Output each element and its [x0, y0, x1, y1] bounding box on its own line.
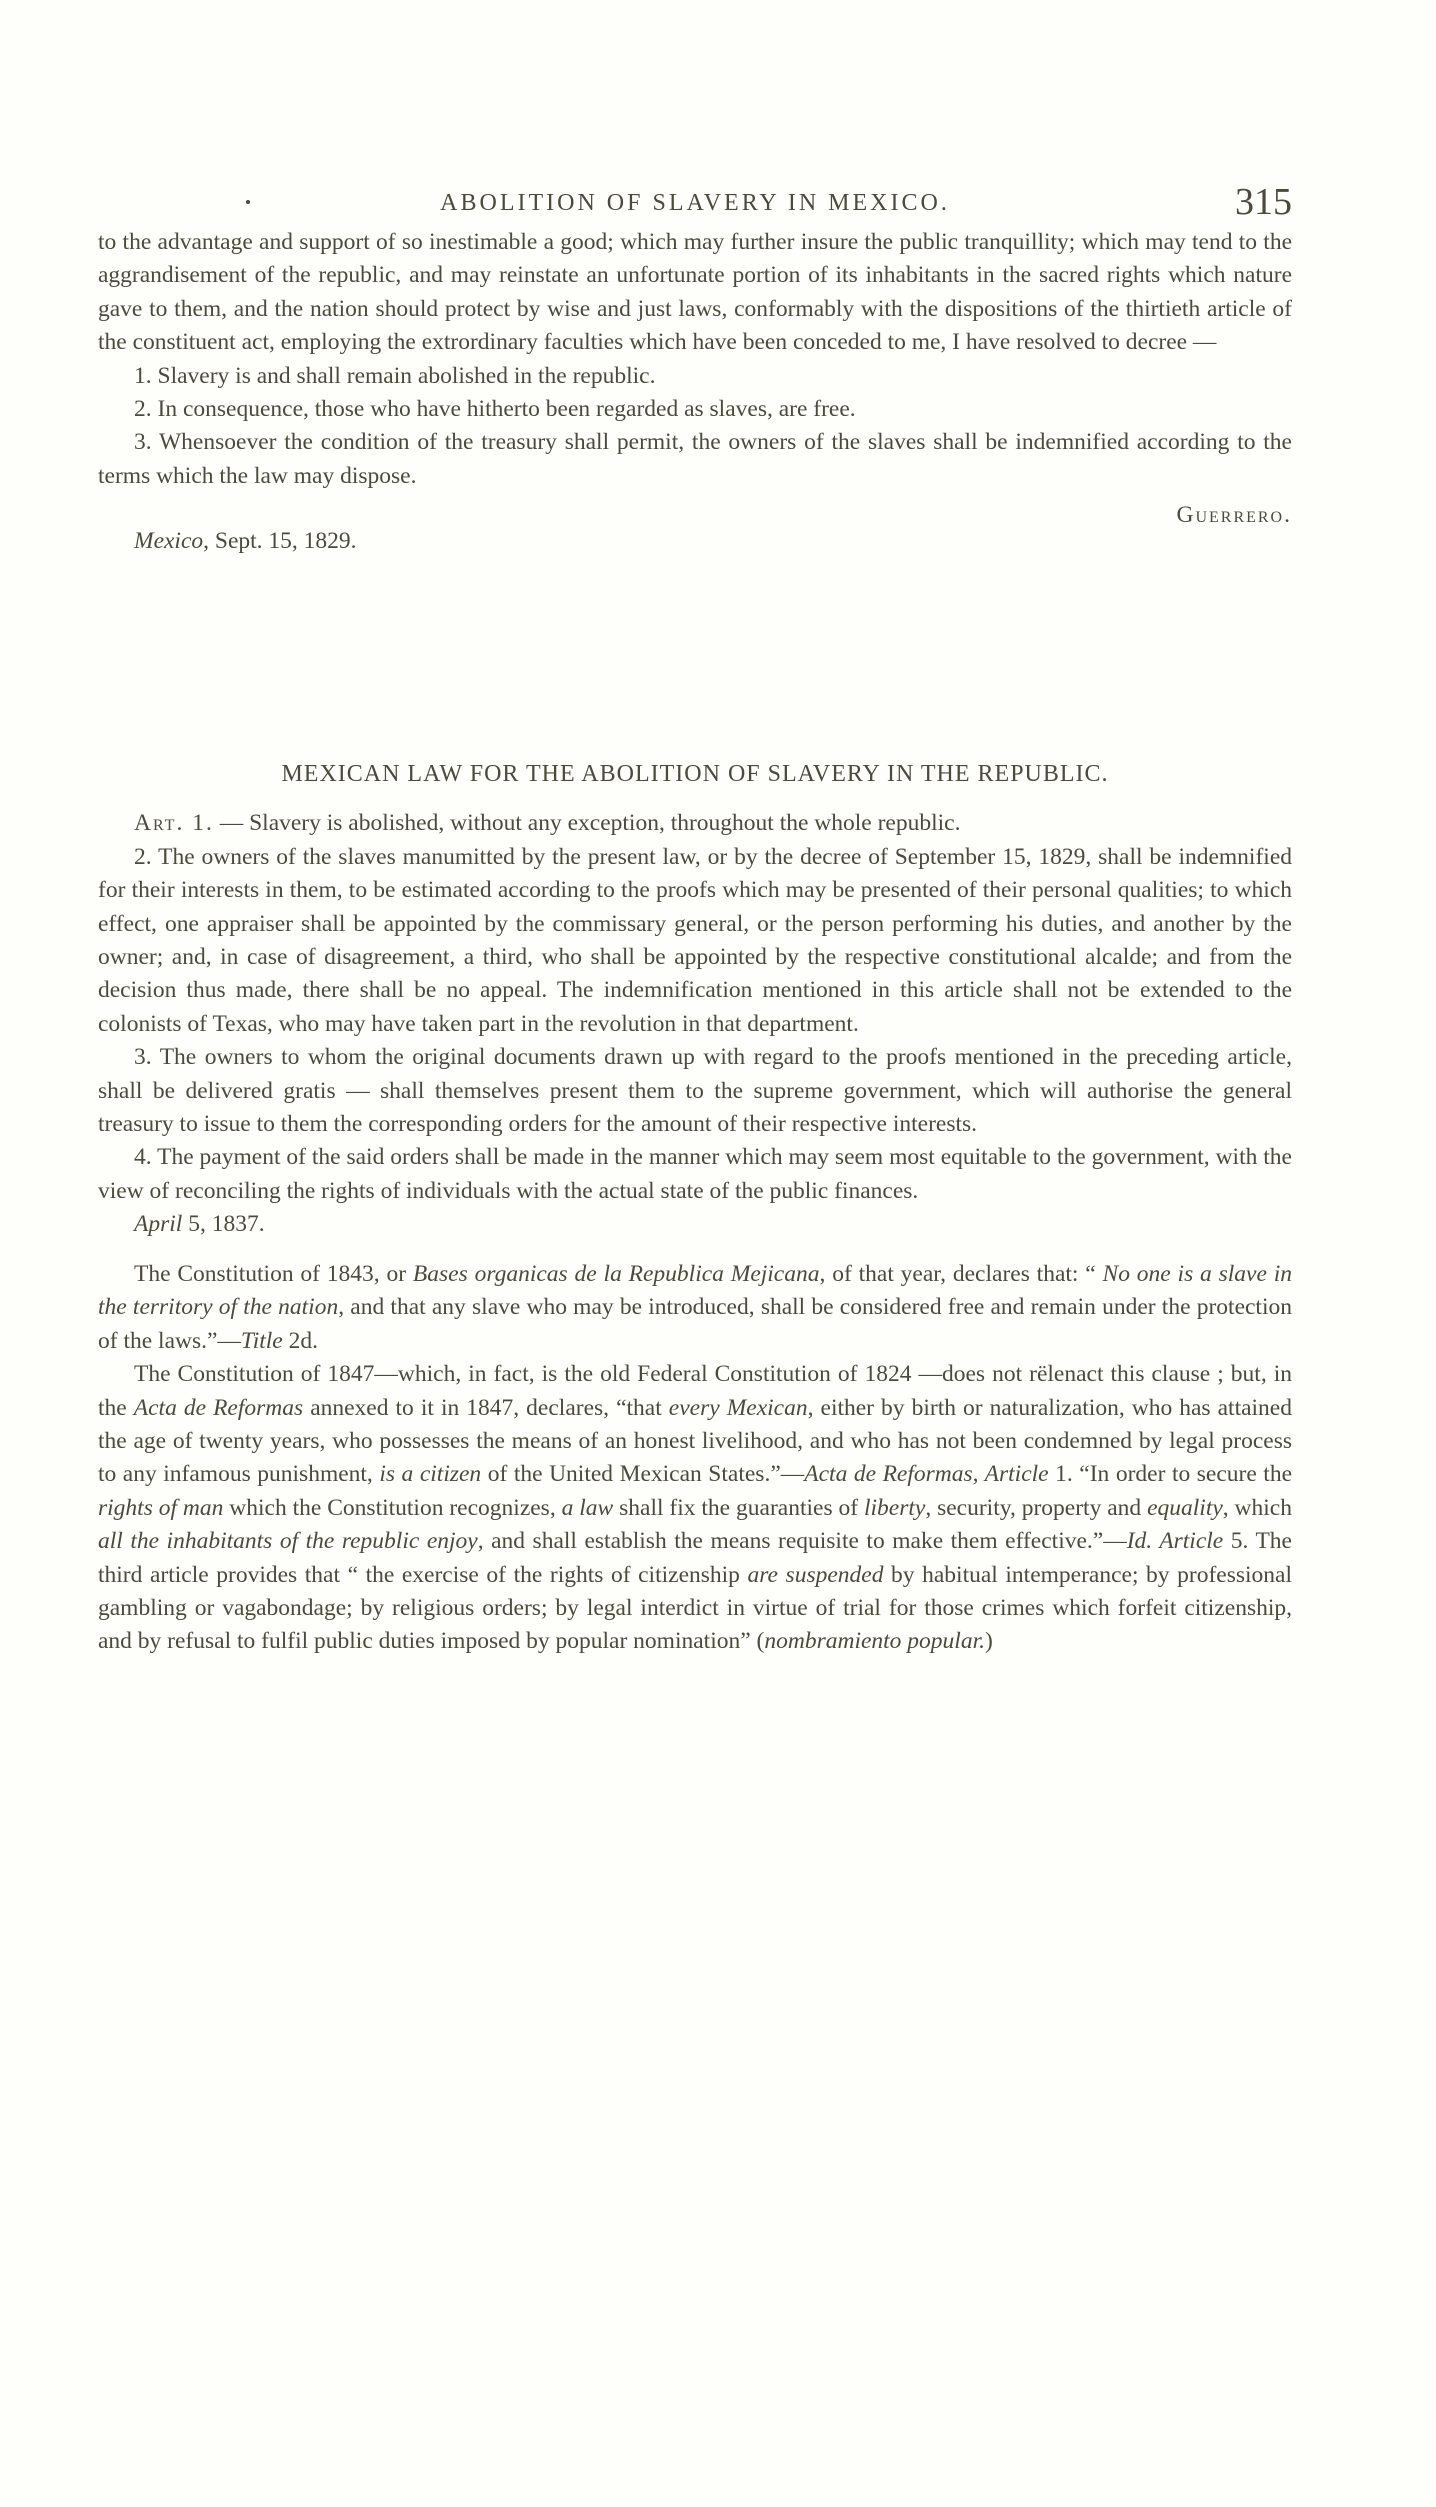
date-month: April [134, 1211, 183, 1238]
article-3: 3. The owners to whom the original documents drawn up with regard to the proofs mentioned in the preceding article, shall be delivered gratis — shall themselves present them to the supreme government, which will authorise the general treasury to issue to them the corresponding orders for the amount of their respective interests. [98, 1044, 1292, 1138]
text: which the Constitution recognizes, [223, 1494, 562, 1521]
text: , security, property and [925, 1494, 1148, 1521]
article-2: 2. The owners of the slaves manumitted by the present law, or by the decree of September 15, 1829, shall be indemnified for their interests in them, to be estimated according to the proofs which may be presented of their personal qualities; to which effect, one appraiser shall be appointed by the commissary general, or the person performing his duties, and another by the owner; and, in case of disagreement, a third, who shall be appointed by the respective constitutional alcalde; and from the decision thus made, there shall be no appeal. The indemnification mentioned in this article shall not be extended to the colonists of Texas, who may have taken part in the revolution in that department. [98, 843, 1292, 1037]
text: , of that year, declares that: “ [819, 1261, 1103, 1287]
text: annexed to it in 1847, declares, “that [303, 1394, 669, 1421]
article-1 [98, 807, 1292, 840]
italic-text: liberty [863, 1494, 926, 1521]
italic-text: every Mexican [668, 1394, 808, 1421]
text: The Constitution of 1843, or [134, 1261, 413, 1287]
italic-text: is a citizen [379, 1461, 482, 1488]
text: 1. “In order to secure the [1048, 1461, 1293, 1488]
text: , either by birth or naturalization, who has attained the age of twenty years, who possesses the means of an honest livelihood, and who has not been condemned by legal process to any infamous punishment, [98, 1394, 1292, 1488]
italic-text: equality [1147, 1494, 1223, 1521]
italic-text: Title [240, 1327, 283, 1354]
article-label: Art. 1. [134, 810, 214, 837]
decree-item: 3. Whensoever the condition of the treasury shall permit, the owners of the slaves shall be indemnified according to the terms which the law may dispose. [98, 429, 1292, 489]
text: 2d. [282, 1327, 318, 1354]
running-header [98, 180, 1292, 224]
italic-text: are suspended [747, 1561, 884, 1588]
italic-text: nombramiento popular. [764, 1628, 986, 1655]
italic-text: Acta de Reformas, Article [804, 1461, 1049, 1488]
commentary-section [98, 1258, 1292, 1659]
text: 5. The third article provides that “ the exercise of the rights of citizenship [98, 1528, 1292, 1588]
decree-section [98, 226, 1292, 558]
decree-item: 2. In consequence, those who have hitherto been regarded as slaves, are free. [134, 396, 856, 423]
running-title: ABOLITION OF SLAVERY IN MEXICO. [440, 190, 950, 216]
text: by habitual intemperance; by professional gambling or vagabondage; by religious orders; by legal interdict in virtue of trial for those crimes which forfeit citizenship, and by refusal to fulfil public duties imposed by popular nomination” ( [98, 1561, 1293, 1655]
text: , which [1222, 1494, 1292, 1521]
date: , Sept. 15, 1829. [203, 527, 357, 554]
italic-text: Acta de Reformas [133, 1394, 304, 1421]
law-section [98, 758, 1292, 1242]
italic-text: Id. Article [1126, 1528, 1224, 1555]
decree-dateline [98, 525, 1292, 558]
italic-text: No one is a slave in the territory of the nation [98, 1261, 1293, 1321]
place: Mexico [134, 527, 204, 554]
text: ) [985, 1628, 993, 1655]
italic-text: rights of man [98, 1494, 224, 1521]
text: shall fix the guaranties of [613, 1494, 864, 1521]
italic-text: a law [561, 1494, 614, 1521]
page-number: 315 [1235, 181, 1292, 223]
decree-intro: to the advantage and support of so inestimable a good; which may further insure the public tranquillity; which may tend to the aggrandisement of the republic, and may reinstate an unfortunate portion of its inhabitants in the sacred rights which nature gave to them, and the nation should protect by wise and just laws, conformably with the dispositions of the thirtieth article of the constituent act, employing the extrordinary faculties which have been conceded to me, I have resolved to decree — [98, 229, 1292, 356]
italic-text: all the inhabitants of the republic enjoy [98, 1528, 478, 1555]
text: , and shall establish the means requisite to make them effective.”— [477, 1528, 1127, 1555]
decree-item: 1. Slavery is and shall remain abolished in the republic. [134, 362, 656, 389]
law-heading: MEXICAN LAW FOR THE ABOLITION OF SLAVERY IN THE REPUBLIC. [281, 761, 1109, 787]
text: of the United Mexican States.”— [481, 1461, 805, 1488]
commentary-paragraph-2 [98, 1358, 1292, 1659]
article-text: — Slavery is abolished, without any exception, throughout the whole republic. [213, 810, 961, 837]
signature: Guerrero. [1176, 502, 1292, 529]
commentary-paragraph-1 [98, 1258, 1292, 1358]
text: , and that any slave who may be introduced, shall be considered free and remain under the protection of the laws.”— [98, 1294, 1292, 1354]
italic-text: Bases organicas de la Republica Mejicana [412, 1261, 820, 1287]
article-4: 4. The payment of the said orders shall be made in the manner which may seem most equitable to the government, with the view of reconciling the rights of individuals with the actual state of the public finances. [98, 1144, 1292, 1204]
date: 5, 1837. [182, 1211, 265, 1238]
law-dateline [98, 1208, 1292, 1241]
text: The Constitution of 1847—which, in fact, is the old Federal Constitution of 1824 —does not rëlenact this clause ; but, in the [98, 1361, 1292, 1421]
